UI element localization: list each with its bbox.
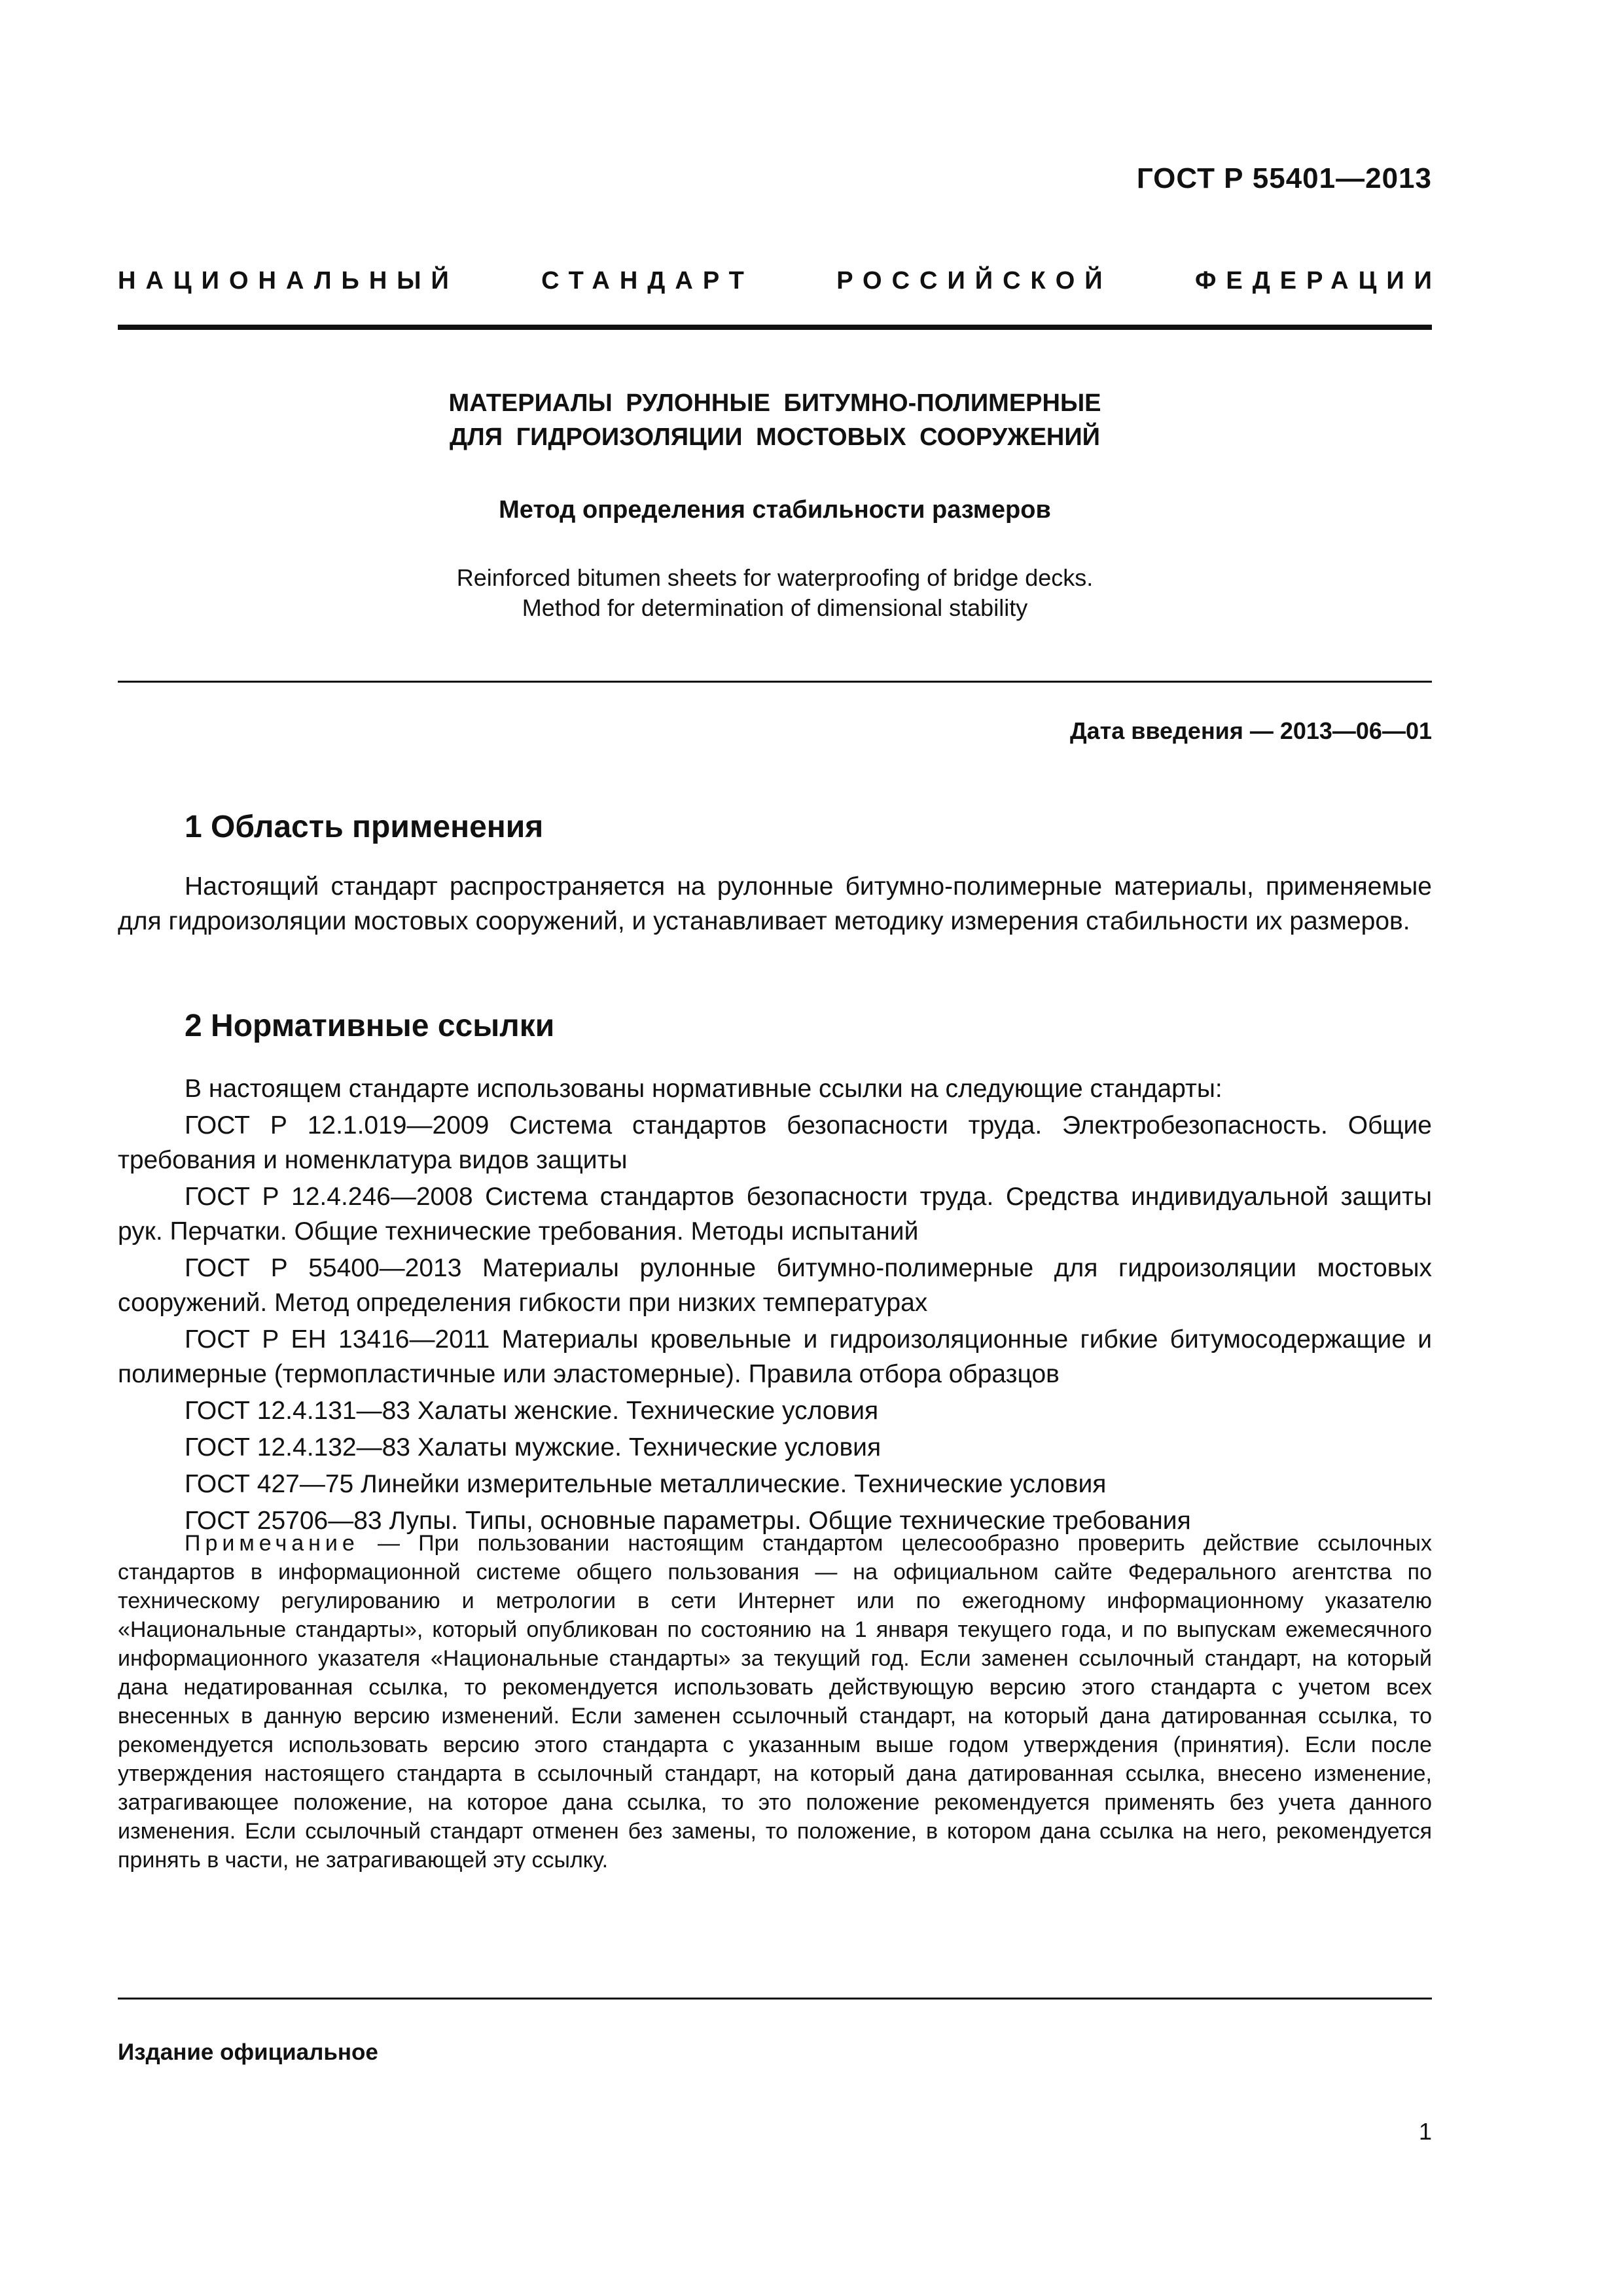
- national-standard-banner: [118, 267, 1442, 295]
- reference-item: ГОСТ Р 12.1.019—2009 Система стандартов безопасности труда. Электробезопасность. Общие требования и номенклатура видов защиты: [118, 1111, 1432, 1174]
- banner-word: ФЕДЕРАЦИИ: [1194, 267, 1442, 295]
- reference-item: ГОСТ 25706—83 Лупы. Типы, основные параметры. Общие технические требования: [185, 1507, 1191, 1535]
- section-1-paragraph: Настоящий стандарт распространяется на рулонные битумно-полимерные материалы, применяемые для гидроизоляции мостовых сооружений, и устанавливает методику измерения стабильности их размеров.: [118, 872, 1432, 935]
- note-label: Примечание: [185, 1531, 359, 1556]
- document-number: ГОСТ Р 55401—2013: [1136, 162, 1432, 194]
- english-title-line: Method for determination of dimensional stability: [522, 594, 1028, 621]
- section-1-heading: 1 Область применения: [185, 810, 544, 844]
- official-edition-label: Издание официальное: [118, 2039, 378, 2065]
- title-divider: [118, 681, 1432, 683]
- reference-item: ГОСТ Р 12.4.246—2008 Система стандартов безопасности труда. Средства индивидуальной защиты рук. Перчатки. Общие технические требования. Методы испытаний: [118, 1183, 1432, 1246]
- note-text: — При пользовании настоящим стандартом целесообразно проверить действие ссылочных стандартов в информационной системе общего пользования — на официальном сайте Федерального агентства по техническому регулированию и метрологии в сети Интернет или по ежегодному информационному указателю «Национальные стандарты», который опубликован по состоянию на 1 января текущего года, и по выпускам ежемесячного информационного указателя «Национальные стандарты» за текущий год. Если заменен ссылочный стандарт, на который дана недатированная ссылка, то рекомендуется использовать действующую версию этого стандарта с учетом всех внесенных в данную версию изменений. Если заменен ссылочный стандарт, на который дана датированная ссылка, то рекомендуется использовать версию этого стандарта с указанным выше годом утверждения (принятия). Если после утверждения настоящего стандарта в ссылочный стандарт, на который дана датированная ссылка, внесено изменение, затрагивающее положение, на которое дана ссылка, то это положение рекомендуется применять без учета данного изменения. Если ссылочный стандарт отменен без замены, то положение, в котором дана ссылка на него, рекомендуется принять в части, не затрагивающей эту ссылку.: [118, 1531, 1432, 1873]
- reference-item: ГОСТ 427—75 Линейки измерительные металлические. Технические условия: [185, 1470, 1107, 1498]
- reference-item: ГОСТ 12.4.131—83 Халаты женские. Технические условия: [185, 1397, 879, 1425]
- document-title: [118, 386, 1432, 454]
- page-number: 1: [1418, 2118, 1432, 2145]
- reference-item: ГОСТ Р ЕН 13416—2011 Материалы кровельные и гидроизоляционные гибкие битумосодержащие и полимерные (термопластичные или эластомерные). Правила отбора образцов: [118, 1325, 1432, 1388]
- banner-word: НАЦИОНАЛЬНЫЙ: [118, 267, 459, 295]
- document-subtitle: Метод определения стабильности размеров: [499, 496, 1051, 524]
- english-title: [118, 563, 1432, 623]
- section-2-heading: 2 Нормативные ссылки: [185, 1009, 555, 1043]
- banner-word: СТАНДАРТ: [541, 267, 754, 295]
- title-line: МАТЕРИАЛЫ РУЛОННЫЕ БИТУМНО-ПОЛИМЕРНЫЕ: [448, 389, 1101, 417]
- banner-word: РОССИЙСКОЙ: [836, 267, 1113, 295]
- note-block: [118, 1529, 1432, 1874]
- reference-item: ГОСТ 12.4.132—83 Халаты мужские. Технические условия: [185, 1433, 882, 1462]
- reference-item: ГОСТ Р 55400—2013 Материалы рулонные битумно-полимерные для гидроизоляции мостовых сооружений. Метод определения гибкости при низких температурах: [118, 1254, 1432, 1317]
- header-divider: [118, 325, 1432, 330]
- english-title-line: Reinforced bitumen sheets for waterproofing of bridge decks.: [456, 564, 1094, 591]
- introduction-date: Дата введения — 2013—06—01: [1069, 717, 1432, 744]
- footer-divider: [118, 1998, 1432, 2000]
- title-line: ДЛЯ ГИДРОИЗОЛЯЦИИ МОСТОВЫХ СООРУЖЕНИЙ: [449, 423, 1100, 451]
- section-2-body: [118, 1071, 1432, 1540]
- section-2-intro: В настоящем стандарте использованы нормативные ссылки на следующие стандарты:: [185, 1075, 1222, 1103]
- section-1-body: [118, 869, 1432, 941]
